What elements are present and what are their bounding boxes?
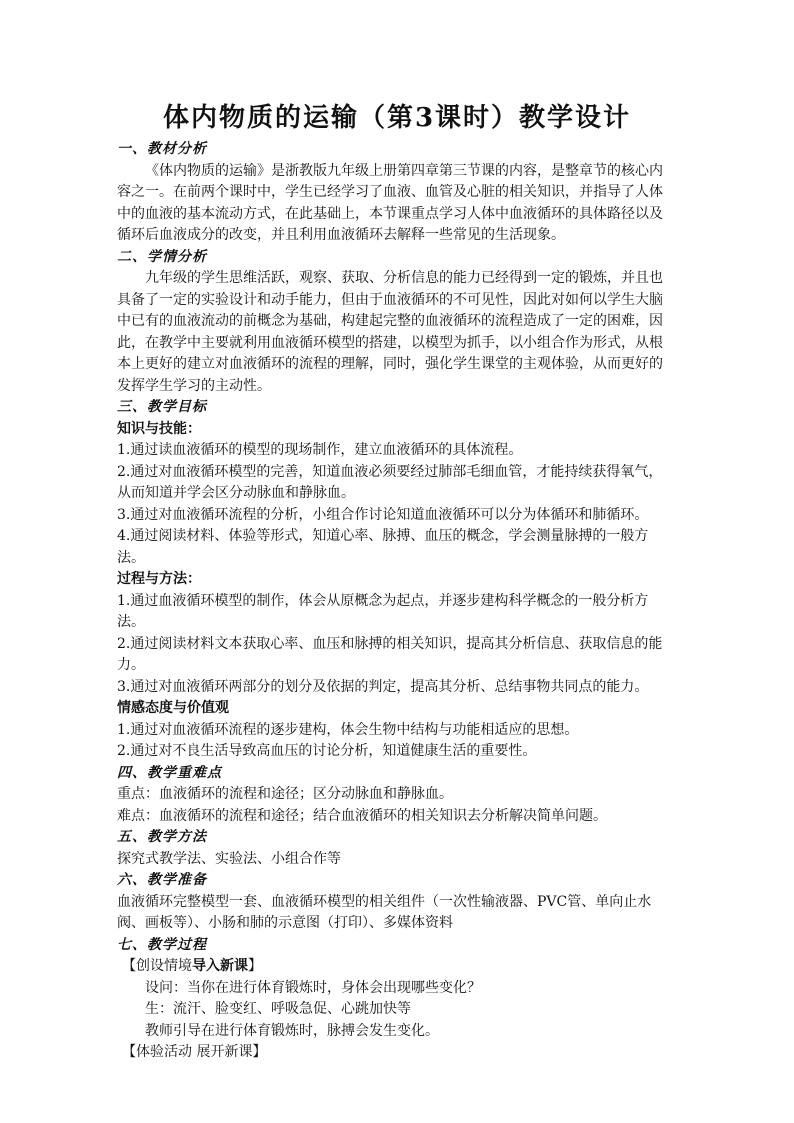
section-heading-students: 二、学情分析 [117,248,207,265]
section-heading-objectives: 三、教学目标 [117,399,207,415]
list-item: 法。 [117,614,145,630]
list-item: 从而知道并学会区分动脉血和静脉血。 [117,485,355,501]
list-item: 2.通过对不良生活导致高血压的讨论分析，知道健康生活的重要性。 [117,743,537,759]
paragraph-line: 九年级的学生思维活跃，观察、获取、分析信息的能力已经得到一定的锻炼，并且也 [145,270,663,286]
subheading-emotion: 情感态度与价值观 [117,700,229,716]
paragraph-line: 血液循环完整模型一套、血液循环模型的相关组件（一次性输液器、PVC管、单向止水 [117,893,652,910]
paragraph-line: 难点：血液循环的流程和途径；结合血液循环的相关知识去分析解决简单问题。 [117,807,607,824]
paragraph-line: 探究式教学法、实验法、小组合作等 [117,850,341,867]
paragraph-line: 循环后血液成分的改变，并且利用血液循环去解释一些常见的生活现象。 [117,227,565,243]
stage-label-intro [117,956,677,978]
stage-label-close: 】 [248,958,262,974]
paragraph-line: 本上更好的建立对血液循环的流程的理解，同时，强化学生课堂的主观体验，从而更好的 [117,356,663,372]
paragraph-line: 重点：血液循环的流程和途径；区分动脉血和静脉血。 [117,786,453,802]
document-body [117,139,677,1064]
section-heading-key-points: 四、教学重难点 [117,764,222,781]
dialogue-line: 生：流汗、脸变红、呼吸急促、心跳加快等 [145,1001,411,1017]
dialogue-line: 设问：当你在进行体育锻炼时，身体会出现哪些变化？ [145,979,481,996]
paragraph-line: 中已有的血液流动的前概念为基础，构建起完整的血液循环的流程造成了一定的困难，因 [117,313,663,329]
list-item: 3.通过对血液循环两部分的划分及依据的判定，提高其分析、总结事物共同点的能力。 [117,678,649,695]
section-heading-material: 一、教材分析 [117,141,207,157]
paragraph-line: 此，在教学中主要就利用血液循环模型的搭建，以模型为抓手，以小组合作为形式，从根 [117,334,663,351]
list-item: 2.通过对血液循环模型的完善，知道血液必须要经过肺部毛细血管，才能持续获得氧气， [117,463,663,480]
subheading-knowledge: 知识与技能： [117,420,201,437]
list-item: 2.通过阅读材料文本获取心率、血压和脉搏的相关知识，提高其分析信息、获取信息的能 [117,635,663,652]
dialogue-line: 教师引导在进行体育锻炼时，脉搏会发生变化。 [145,1022,439,1039]
paragraph-line: 《体内物质的运输》是浙教版九年级上册第四章第三节课的内容，是整章节的核心内 [145,162,663,179]
stage-label-open: 【创设情境 [122,958,192,974]
stage-label-bold: 导入新课 [192,958,248,974]
paragraph-line: 中的血液的基本流动方式，在此基础上，本节课重点学习人体中血液循环的具体路径以及 [117,205,663,222]
paragraph-line: 阀、画板等）、小肠和肺的示意图（打印）、多媒体资料 [117,915,453,931]
section-heading-methods: 五、教学方法 [117,829,207,845]
section-heading-preparation: 六、教学准备 [117,872,207,888]
subheading-process: 过程与方法： [117,571,201,587]
list-item: 4.通过阅读材料、体验等形式，知道心率、脉搏、血压的概念，学会测量脉搏的一般方 [117,528,649,544]
list-item: 3.通过对血液循环流程的分析，小组合作讨论知道血液循环可以分为体循环和肺循环。 [117,506,649,523]
list-item: 1.通过血液循环模型的制作，体会从原概念为起点，并逐步建构科学概念的一般分析方 [117,592,649,609]
list-item: 力。 [117,657,145,673]
list-item: 1.通过读血液循环的模型的现场制作，建立血液循环的具体流程。 [117,442,523,458]
paragraph-line: 容之一。在前两个课时中，学生已经学习了血液、血管及心脏的相关知识，并指导了人体 [117,184,663,200]
list-item: 法。 [117,549,145,566]
paragraph-line: 发挥学生学习的主动性。 [117,377,271,394]
document-title: 体内物质的运输（第3课时）教学设计 [162,103,632,133]
list-item: 1.通过对血液循环流程的逐步建构，体会生物中结构与功能相适应的思想。 [117,721,579,738]
paragraph-line: 具备了一定的实验设计和动手能力，但由于血液循环的不可见性，因此对如何以学生大脑 [117,291,663,308]
section-heading-process: 七、教学过程 [117,936,207,953]
stage-label-activity: 【体验活动 展开新课】 [122,1044,267,1060]
